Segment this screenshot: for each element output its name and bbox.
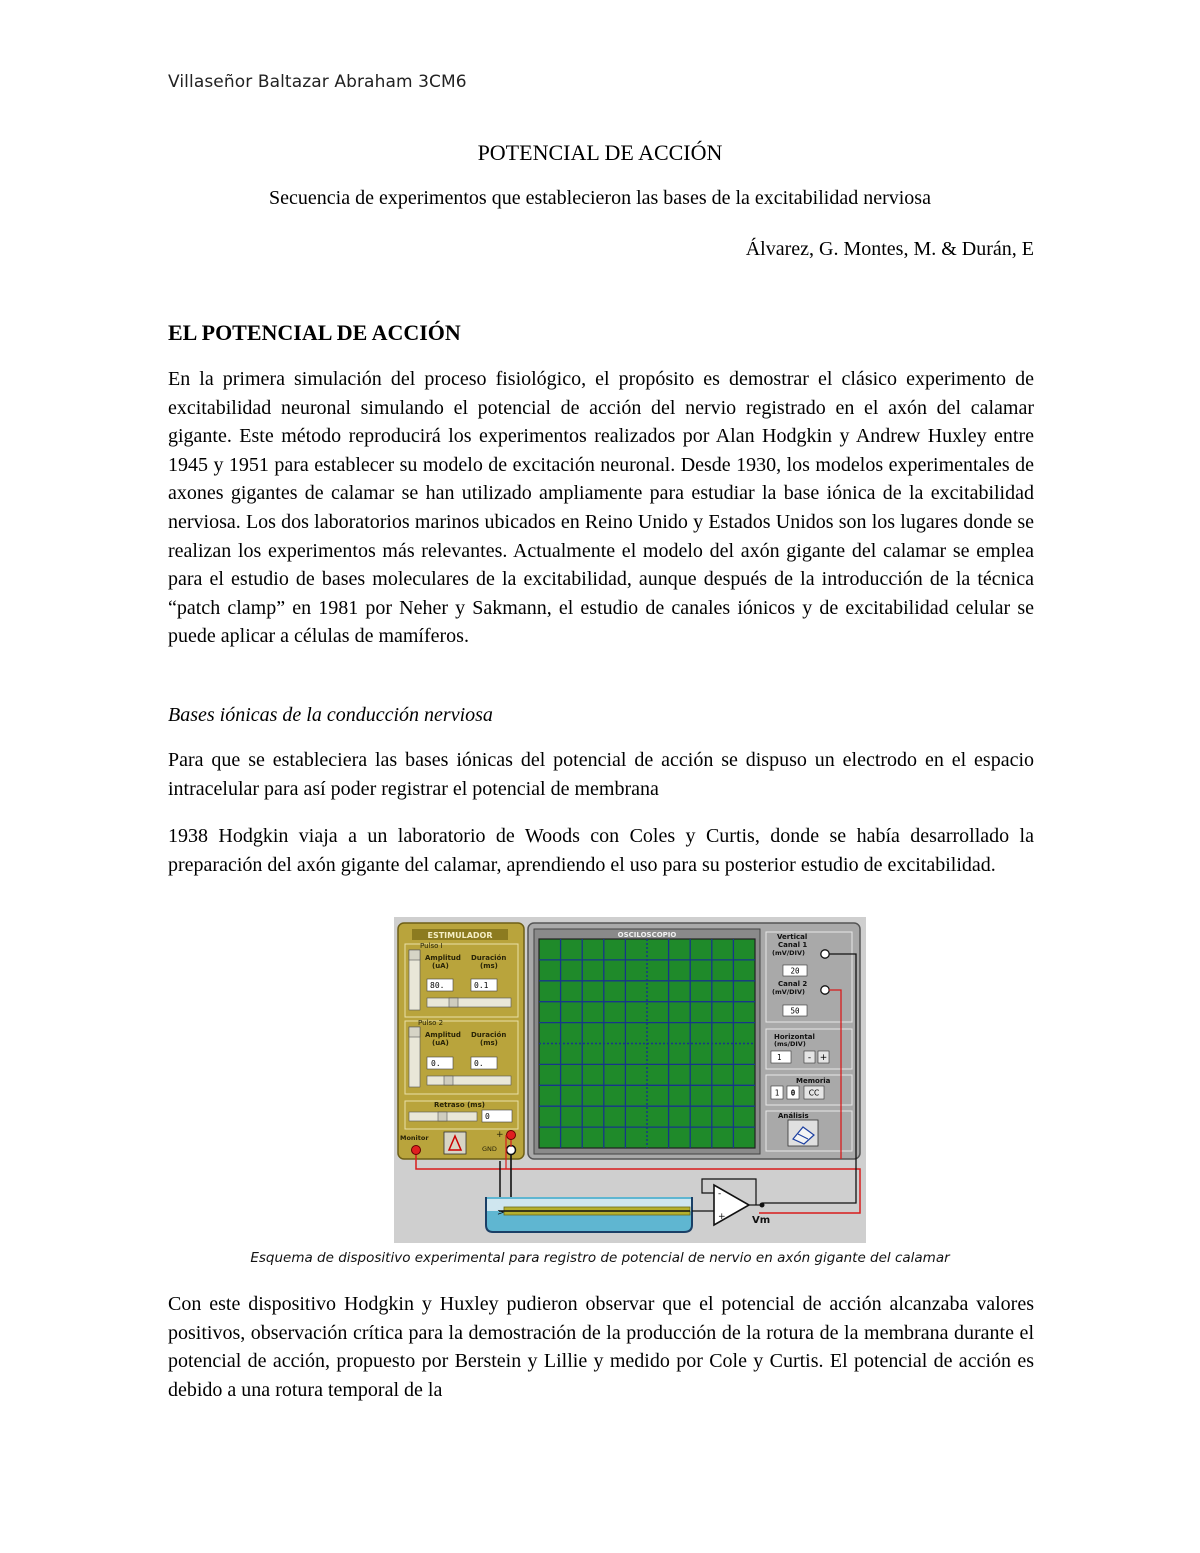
horizontal-value: 1	[777, 1053, 782, 1062]
p2-duration-unit: (ms)	[480, 1039, 498, 1047]
delay-value: 0	[485, 1112, 490, 1121]
canal2-label: Canal 2	[778, 980, 808, 988]
paragraph-electrode: Para que se estableciera las bases iónicas del potencial de acción se dispuso un electrodo en el espacio intracelular para así poder registrar el potencial de membrana	[168, 749, 1034, 800]
p2-duration-label: Duración	[471, 1031, 507, 1039]
subheading: Bases iónicas de la conducción nerviosa	[168, 704, 493, 726]
paragraph-intro: En la primera simulación del proceso fisiológico, el propósito es demostrar el clásico experimento de excitabilidad neuronal simulando el potencial de acción del nervio registrado en el axón del calamar gigante. Este método reproducirá los experimentos realizados por Alan Hodgkin y Andrew Huxley entre 1945 y 1951 para establecer su modelo de excitación neuronal. Desde 1930, los modelos experimentales de axones gigantes de calamar se han utilizado ampliamente para estudiar la base iónica de la excitabilidad nerviosa. Los dos laboratorios marinos ubicados en Reino Unido y Estados Unidos son los lugares donde se realizan los experimentos más relevantes. Actualmente el modelo del axón gigante del calamar se emplea para el estudio de bases moleculares de la excitabilidad, aunque después de la introducción de la técnica “patch clamp” en 1981 por Neher y Sakmann, el estudio de canales iónicos y de excitabilidad celular se puede aplicar a células de mamíferos.	[168, 368, 1034, 648]
experimental-setup-figure	[394, 917, 866, 1243]
amp-minus-label: -	[718, 1189, 722, 1199]
canal1-value: 20	[790, 966, 800, 976]
p2-amplitude-label: Amplitud	[425, 1031, 461, 1039]
stimulator-panel	[398, 923, 524, 1159]
document-subtitle: Secuencia de experimentos que establecieron las bases de la excitabilidad nerviosa	[269, 187, 931, 209]
horizontal-unit: (ms/DIV)	[774, 1040, 806, 1048]
p2-duration-value: 0.	[474, 1059, 484, 1068]
canal1-unit: (mV/DIV)	[772, 949, 805, 957]
plus-label: +	[496, 1130, 504, 1140]
p2-amplitude-value: 0.	[431, 1059, 441, 1068]
mem1-value: 1	[774, 1088, 780, 1098]
oscilloscope-panel	[528, 923, 860, 1159]
figure-caption: Esquema de dispositivo experimental para registro de potencial de nervio en axón gigante del calamar	[250, 1250, 950, 1266]
stimulator-title: ESTIMULADOR	[427, 931, 493, 940]
horizontal-plus: +	[819, 1053, 828, 1063]
p1-amplitude-unit: (uA)	[432, 962, 449, 970]
pulse1-label: Pulso I	[420, 942, 443, 950]
vm-label: Vm	[752, 1215, 771, 1226]
canal2-value: 50	[790, 1006, 800, 1016]
p1-duration-value: 0.1	[474, 981, 489, 990]
mem2-value: 0	[790, 1088, 796, 1098]
section-heading: EL POTENCIAL DE ACCIÓN	[168, 320, 461, 345]
axon-bath	[486, 1197, 716, 1232]
amp-plus-label: +	[718, 1212, 726, 1222]
memoria-label: Memoria	[796, 1077, 831, 1085]
oscilloscope-title: OSCILOSCOPIO	[617, 931, 677, 939]
delay-label: Retraso (ms)	[434, 1101, 485, 1109]
vertical-label: Vertical	[777, 933, 808, 941]
p1-duration-unit: (ms)	[480, 962, 498, 970]
document-authors: Álvarez, G. Montes, M. & Durán, E	[745, 238, 1034, 260]
horizontal-minus: -	[807, 1053, 812, 1063]
page-header: Villaseñor Baltazar Abraham 3CM6	[168, 72, 467, 92]
monitor-label: Monitor	[400, 1134, 429, 1142]
paragraph-conclusion: Con este dispositivo Hodgkin y Huxley pudieron observar que el potencial de acción alcanzaba valores positivos, observación crítica para la demostración de la producción de la rotura de la membrana durante el potencial de acción, propuesto por Berstein y Lillie y medido por Cole y Curtis. El potencial de acción es debido a una rotura temporal de la	[168, 1293, 1034, 1401]
p2-amplitude-unit: (uA)	[432, 1039, 449, 1047]
p1-duration-label: Duración	[471, 954, 507, 962]
p1-amplitude-value: 80.	[430, 981, 445, 990]
cc-button-label: CC	[808, 1088, 820, 1098]
svg-text:>: >	[497, 1208, 505, 1218]
document-title: POTENCIAL DE ACCIÓN	[477, 140, 723, 165]
pulse2-label: Pulso 2	[418, 1019, 444, 1027]
p1-amplitude-label: Amplitud	[425, 954, 461, 962]
horizontal-label: Horizontal	[774, 1033, 815, 1041]
analisis-label: Análisis	[778, 1112, 809, 1120]
canal1-label: Canal 1	[778, 941, 808, 949]
paragraph-hodgkin: 1938 Hodgkin viaja a un laboratorio de Woods con Coles y Curtis, donde se había desarrollado la preparación del axón gigante del calamar, aprendiendo el uso para su posterior estudio de excitabilidad.	[168, 825, 1034, 876]
canal2-unit: (mV/DIV)	[772, 988, 805, 996]
gnd-label: GND	[482, 1145, 497, 1153]
